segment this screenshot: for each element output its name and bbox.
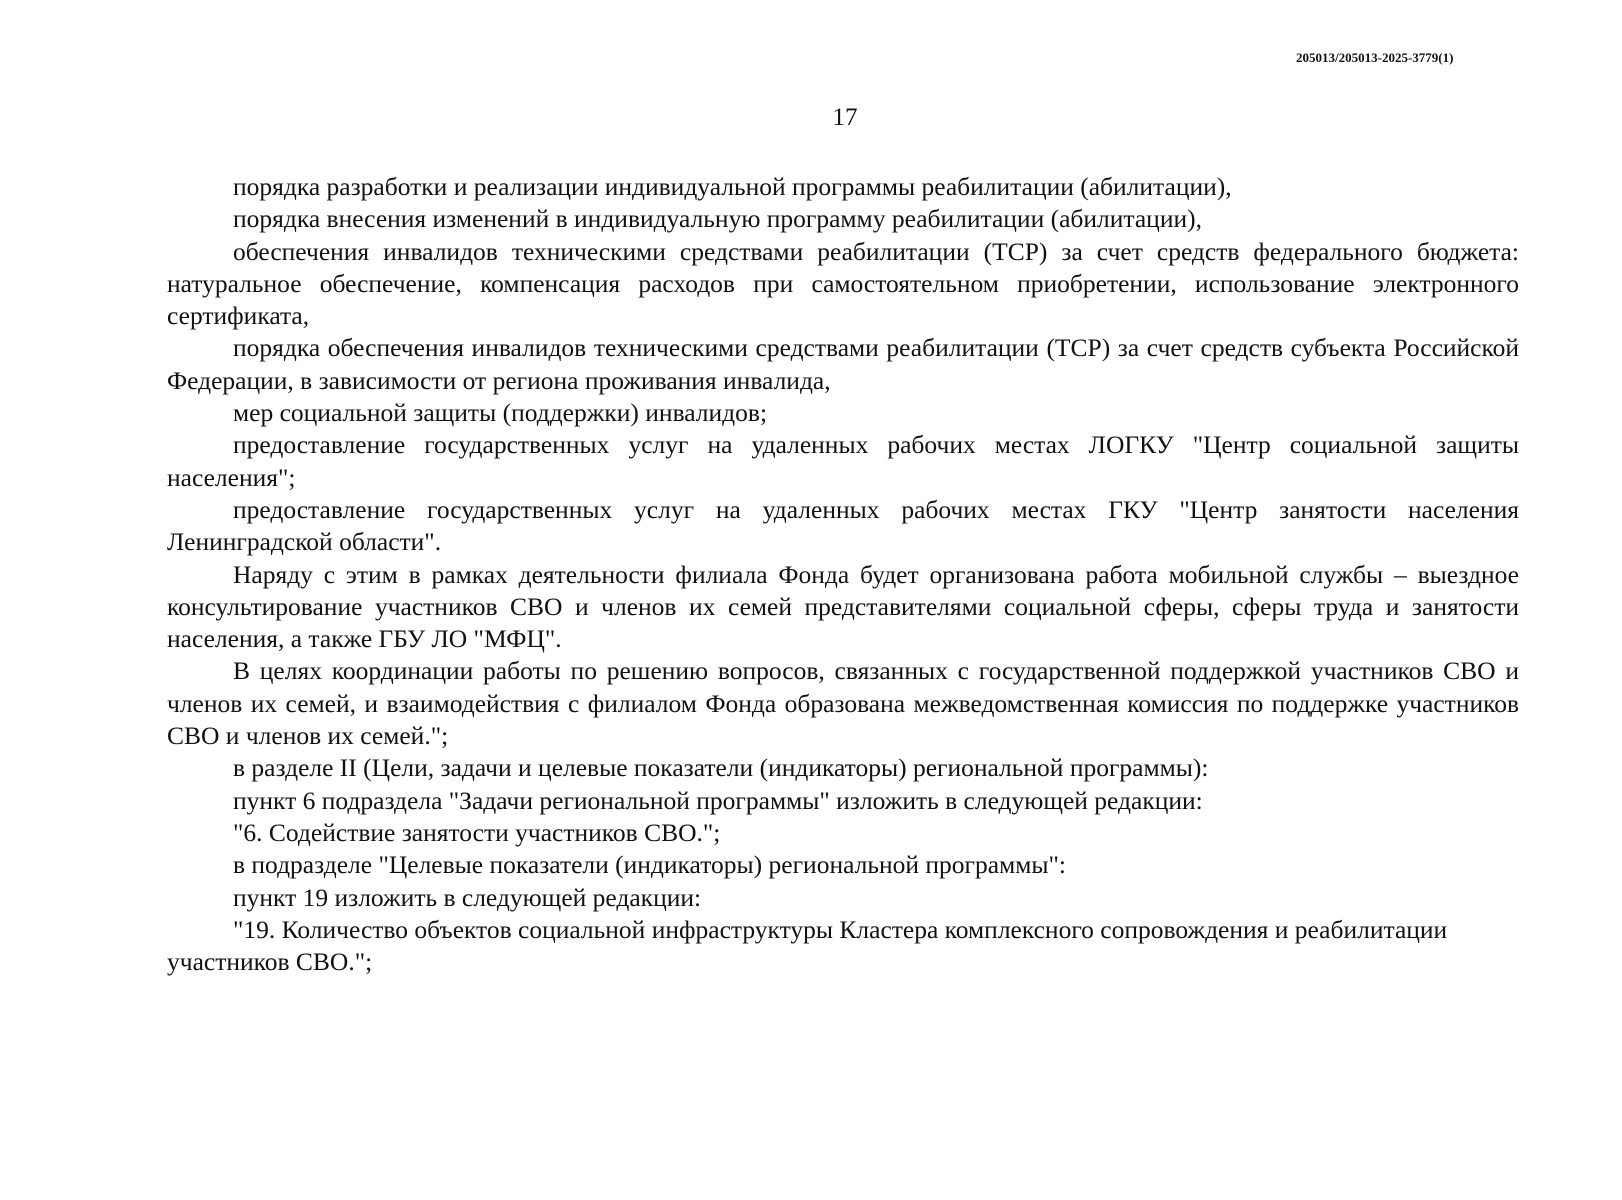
- paragraph: предоставление государственных услуг на удаленных рабочих местах ГКУ "Центр занятости населения Ленинградской области".: [167, 494, 1519, 557]
- document-id: 205013/205013-2025-3779(1): [1296, 50, 1454, 65]
- paragraph: пункт 6 подраздела "Задачи региональной программы" изложить в следующей редакции:: [233, 785, 1203, 815]
- document-body: [167, 171, 1519, 978]
- page-number: 17: [832, 104, 858, 131]
- paragraph: предоставление государственных услуг на удаленных рабочих местах ЛОГКУ "Центр социальной защиты населения";: [167, 430, 1519, 492]
- paragraph: в разделе II (Цели, задачи и целевые показатели (индикаторы) региональной программы):: [233, 753, 1209, 783]
- paragraph: "6. Содействие занятости участников СВО.";: [233, 817, 721, 847]
- paragraph: порядка разработки и реализации индивидуальной программы реабилитации (абилитации),: [233, 172, 1232, 201]
- paragraph: мер социальной защиты (поддержки) инвалидов;: [233, 398, 768, 428]
- paragraph: в подразделе "Целевые показатели (индикаторы) региональной программы":: [233, 850, 1066, 880]
- paragraph: порядка внесения изменений в индивидуальную программу реабилитации (абилитации),: [233, 204, 1202, 234]
- paragraph: "19. Количество объектов социальной инфраструктуры Кластера комплексного сопровождения и реабилитации участников СВО.";: [167, 914, 1448, 977]
- paragraph: В целях координации работы по решению вопросов, связанных с государственной поддержкой участников СВО и членов их семей, и взаимодействия с филиалом Фонда образована межведомственная комиссия по поддержке участников СВО и членов их семей.";: [167, 656, 1519, 751]
- paragraph: пункт 19 изложить в следующей редакции:: [233, 882, 702, 912]
- paragraph: порядка обеспечения инвалидов техническими средствами реабилитации (ТСР) за счет средств субъекта Российской Федерации, в зависимости от региона проживания инвалида,: [167, 333, 1519, 395]
- paragraph: Наряду с этим в рамках деятельности филиала Фонда будет организована работа мобильной службы – выездное консультирование участников СВО и членов их семей представителями социальной сферы, сферы труда и занятости населения, а также ГБУ ЛО "МФЦ".: [167, 559, 1519, 654]
- paragraph: обеспечения инвалидов техническими средствами реабилитации (ТСР) за счет средств федерального бюджета: натуральное обеспечение, компенсация расходов при самостоятельном приобретении, использование электронного сертификата,: [167, 236, 1519, 331]
